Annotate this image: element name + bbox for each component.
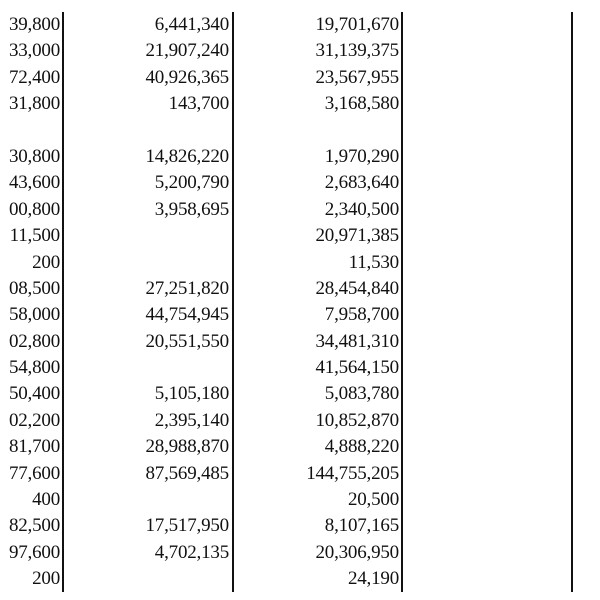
table-row <box>0 38 600 64</box>
table-row <box>0 12 600 38</box>
table-cell: 27,251,820 <box>145 277 229 299</box>
table-cell: 2,683,640 <box>324 172 399 194</box>
table-cell: 14,826,220 <box>145 145 229 167</box>
table-cell: 08,500 <box>8 277 60 299</box>
table-cell: 28,454,840 <box>315 277 399 299</box>
table-cell: 6,441,340 <box>154 14 229 35</box>
table-row <box>0 461 600 487</box>
table-cell: 97,600 <box>8 541 60 563</box>
table-cell: 50,400 <box>8 383 60 405</box>
table-cell: 33,000 <box>8 40 60 62</box>
table-row <box>0 91 600 117</box>
table-row <box>0 223 600 249</box>
table-cell: 28,988,870 <box>145 436 229 458</box>
table-cell: 31,800 <box>8 93 60 115</box>
table-row <box>0 355 600 381</box>
table-cell: 3,168,580 <box>324 93 399 115</box>
table-cell: 72,400 <box>8 66 60 88</box>
table-cell: 58,000 <box>8 304 60 326</box>
table-row <box>0 250 600 276</box>
table-cell: 4,888,220 <box>324 436 399 458</box>
table-row <box>0 144 600 170</box>
table-cell: 40,926,365 <box>145 66 229 88</box>
table-row <box>0 566 600 592</box>
table-cell: 54,800 <box>8 357 60 379</box>
table-cell: 02,800 <box>8 330 60 352</box>
table-cell: 200 <box>32 568 60 590</box>
table-cell: 87,569,485 <box>145 462 229 484</box>
table-cell: 41,564,150 <box>315 357 399 379</box>
table-cell: 00,800 <box>8 198 60 220</box>
table-row <box>0 329 600 355</box>
table-cell: 24,190 <box>347 568 399 590</box>
table-cell: 19,701,670 <box>315 14 399 35</box>
table-cell: 144,755,205 <box>306 462 399 484</box>
table-row <box>0 276 600 302</box>
table-cell: 39,800 <box>8 14 60 35</box>
table-row <box>0 170 600 196</box>
table-row <box>0 434 600 460</box>
table-cell: 200 <box>32 251 60 273</box>
table-cell: 82,500 <box>8 515 60 537</box>
table-cell: 11,530 <box>348 251 399 273</box>
table-cell: 43,600 <box>8 172 60 194</box>
table-cell: 5,105,180 <box>154 383 229 405</box>
table-row <box>0 197 600 223</box>
table-cell: 3,958,695 <box>154 198 229 220</box>
table-cell: 20,306,950 <box>315 541 399 563</box>
table-cell: 34,481,310 <box>315 330 399 352</box>
table-cell: 20,971,385 <box>315 225 399 247</box>
table-row <box>0 302 600 328</box>
table-cell: 11,500 <box>9 225 60 247</box>
table-cell: 5,083,780 <box>324 383 399 405</box>
table-cell: 1,970,290 <box>324 145 399 167</box>
table-cell: 143,700 <box>168 93 229 115</box>
numeric-table <box>0 12 600 593</box>
table-cell: 10,852,870 <box>315 409 399 431</box>
table-cell: 400 <box>32 489 60 511</box>
table-cell: 7,958,700 <box>324 304 399 326</box>
table-cell: 02,200 <box>8 409 60 431</box>
table-row <box>0 487 600 513</box>
table-cell: 17,517,950 <box>145 515 229 537</box>
table-cell: 2,340,500 <box>324 198 399 220</box>
table-cell: 31,139,375 <box>315 40 399 62</box>
table-row <box>0 65 600 91</box>
table-row <box>0 408 600 434</box>
table-cell: 44,754,945 <box>145 304 229 326</box>
table-cell: 5,200,790 <box>154 172 229 194</box>
table-cell: 21,907,240 <box>145 40 229 62</box>
table-cell: 77,600 <box>8 462 60 484</box>
table-cell: 2,395,140 <box>154 409 229 431</box>
table-row <box>0 513 600 539</box>
table-cell: 8,107,165 <box>324 515 399 537</box>
table-cell: 30,800 <box>8 145 60 167</box>
table-cell: 4,702,135 <box>154 541 229 563</box>
table-cell: 20,500 <box>347 489 399 511</box>
table-row <box>0 540 600 566</box>
table-cell: 20,551,550 <box>145 330 229 352</box>
table-cell: 23,567,955 <box>315 66 399 88</box>
table-row <box>0 381 600 407</box>
table-cell: 81,700 <box>8 436 60 458</box>
table-row-spacer <box>0 118 600 144</box>
